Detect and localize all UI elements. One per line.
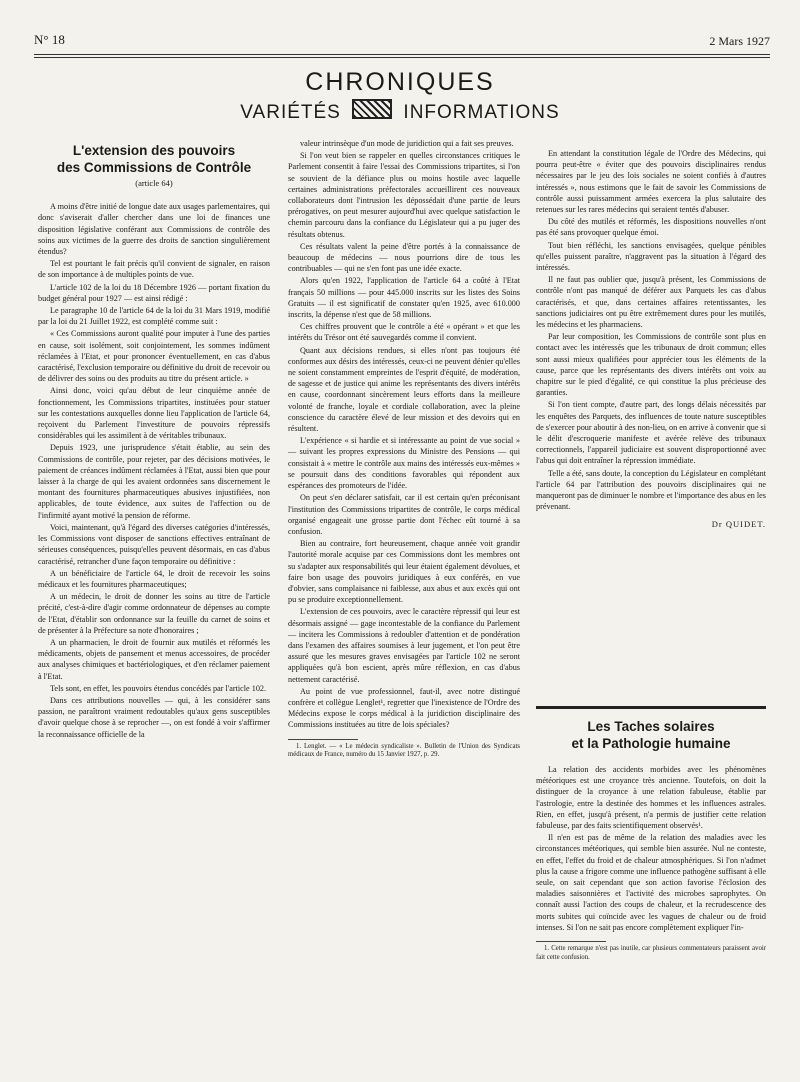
paragraph: A un médecin, le droit de donner les soins au titre de l'article précité, c'est-à-dire d'agir comme ordonnateur de dépenses au compte de l'Etat, d'établir son ordonnance sur la feuille du carnet de soins et de présenter à la Préfecture sa note d'honoraires ; — [38, 592, 270, 635]
article-body — [536, 764, 766, 933]
paragraph: Ces résultats valent la peine d'être portés à la connaissance de beaucoup de médecins — nous pourrions dire de tous les contribuables — qui ne s'en font pas une idée exacte. — [288, 241, 520, 274]
paragraph: Tel est pourtant le fait précis qu'il convient de signaler, en raison de son importance à de multiples points de vue. — [38, 259, 270, 280]
signature: Dr QUIDET. — [711, 518, 766, 529]
column-3-lower — [536, 716, 766, 1078]
footnote: 1. Lenglet. — « Le médecin syndicaliste ». Bulletin de l'Union des Syndicats médicaux de France, numéro du 15 Janvier 1927, p. 29. — [288, 742, 520, 759]
masthead-subtitle — [0, 99, 800, 125]
masthead — [0, 67, 800, 125]
article-title — [38, 142, 270, 176]
paragraph: Du côté des mutilés et réformés, les dispositions nouvelles n'ont pas été sans provoquer quelque émoi. — [536, 217, 766, 238]
footnote-rule — [536, 941, 606, 942]
paragraph: L'article 102 de la loi du 18 Décembre 1926 — portant fixation du budget général pour 1927 — est ainsi rédigé : — [38, 282, 270, 303]
issue-number: N° 18 — [34, 32, 65, 47]
paragraph: valeur intrinsèque d'un mode de juridiction qui a fait ses preuves. — [300, 139, 514, 148]
paragraph: Tels sont, en effet, les pouvoirs étendus concédés par l'article 102. — [50, 683, 267, 693]
paragraph: Le paragraphe 10 de l'article 64 de la loi du 31 Mars 1919, modifié par la loi du 21 Juillet 1922, est complété comme suit : — [38, 306, 270, 327]
article-title-line: et la Pathologie humaine — [571, 736, 731, 751]
paragraph: Quant aux décisions rendues, si elles n'ont pas toujours été conformes aux désirs des intéressés, ceux-ci ne peuvent dénier qu'elles ne soient constamment empreintes de l'esprit d'équité, de modération, de sagesse et de justice qui anime les représentants des divers intérêts en cause, coordonnant sincèrement leurs efforts dans la meilleure volonté de franche, loyale et cordiale collaboration, avec la pleine conscience du caractère élevé de leur mission et des devoirs qui en résultent. — [288, 345, 520, 434]
paragraph: La relation des accidents morbides avec les phénomènes météoriques est une croyance très ancienne. Toutefois, on doit la distinguer de la croyance à une relation fabuleuse, établie par l'astrologie, entre la destinée des hommes et les influences astrales. Rien, en effet, jusqu'à présent, n'a permis de justifier cette relation fabuleuse, par des faits scientifiquement observés¹. — [536, 765, 766, 831]
issue-date: 2 Mars 1927 — [709, 34, 770, 48]
ornament-icon — [352, 99, 392, 119]
paragraph: Bien au contraire, fort heureusement, chaque année voit grandir l'autorité morale acquise par ces Commissions dont les membres ont su s'adapter aux responsabilités qui leur étaient également dévolues, et faire bon usage des pouvoirs juridiques à eux conférés, en vue d'obvier, sans complaisance ni faiblesse, aux abus et aux excès qui ont pu se produire exceptionnellement. — [288, 539, 520, 605]
paragraph: Tout bien réfléchi, les sanctions envisagées, quelque pénibles qu'elles puissent paraître, n'aggravent pas la situation à l'égard des intéressés. — [536, 240, 766, 273]
column-2 — [288, 138, 520, 1038]
header-rule — [34, 57, 770, 58]
article-title-line: L'extension des pouvoirs — [72, 143, 236, 158]
paragraph: « Ces Commissions auront qualité pour imputer à l'une des parties en cause, soit isolément, soit conjointement, les sommes indûment réclamées à l'Etat, et pour prononcer éventuellement, en cas d'abus caractérisé, l'exclusion temporaire ou définitive du droit de recevoir ou de délivrer des soins ou des produits au titre du présent article. » — [38, 329, 270, 384]
masthead-title: CHRONIQUES — [305, 68, 495, 96]
masthead-varietes: VARIÉTÉS — [240, 102, 341, 123]
paragraph: Dans ces attributions nouvelles — qui, à les considérer sans passion, ne paraîtront vraiment redoutables qu'aux gens susceptibles d'avoir quelque chose à se reprocher —, on est fondé à voir s'affirmer la reconnaissance officielle de la — [38, 695, 270, 739]
column-1 — [38, 138, 270, 1078]
paragraph: Si l'on tient compte, d'autre part, des longs délais nécessités par les enquêtes des Parquets, des influences de toute nature susceptibles de s'exercer pour aboutir à des non-lieu, on en arrive à convenir que si le délit d'escroquerie manifeste et avérée relève des tribunaux correctionnels, l'appareil judiciaire est souvent disproportionné avec l'abus qui doit entraîner la répression immédiate. — [536, 400, 766, 466]
article-subtitle: (article 64) — [135, 178, 173, 188]
article-title — [536, 718, 766, 752]
paragraph: Au point de vue professionnel, faut-il, avec notre distingué confrère et collègue Lenglet¹, regretter que l'inexistence de l'Ordre des Médecins expose le corps médical à la juridiction disciplinaire des Commissions instituées au titre de lois spéciales? — [288, 686, 520, 730]
paragraph: A moins d'être initié de longue date aux usages parlementaires, qui donc s'aviserait d'aller chercher dans une loi de finances une disposition législative conférant aux Commissions de contrôle des soins aux victimes de la guerre des droits de sanction singulièrement étendus? — [38, 202, 270, 257]
paragraph: Si l'on veut bien se rappeler en quelles circonstances critiques le Parlement consentit à faire l'essai des Commissions tripartites, si l'on se souvient de la défiance plus ou moins hostile avec laquelle certaines administrations préfectorales accueillirent ces nouveaux collaborateurs dont l'intrusion les dépossédait d'une partie de leurs prérogatives, on peut mesurer aujourd'hui avec quelque satisfaction le chemin parcouru dans la confiance du Législateur qui a pu juger des résultats obtenus. — [288, 151, 520, 239]
paragraph: Depuis 1923, une jurisprudence s'était établie, au sein des Commissions de contrôle, pour rejeter, par des décisions motivées, le paiement de créances indûment réclamées à l'Etat, aussi bien que pour laisser à la charge de qui les avaient ordonnées sans discernement le montant des fournitures pharmaceutiques abusives injustifiées, non applicables, de toute évidence, aux suites de l'affection ou de l'infirmité ayant motivé la pension de réforme. — [38, 443, 270, 520]
paragraph: Par leur composition, les Commissions de contrôle sont plus en contact avec les intéressés que les tribunaux de droit commun; elles sont aussi mieux qualifiées pour apprécier tous les éléments de la cause, parce que les représentants des divers intérêts ont voix au chapitre sur le pied d'égalité, ce qui constitue la plus précieuse des garanties. — [536, 332, 766, 398]
article-body — [288, 138, 520, 731]
footnote-rule — [288, 739, 358, 740]
paragraph: Ces chiffres prouvent que le contrôle a été « opérant » et que les intérêts du Trésor ont été sauvegardés comme il convient. — [288, 322, 520, 343]
paragraph: Il n'en est pas de même de la relation des maladies avec les circonstances météoriques, qui semble bien assurée. Nul ne conteste, en effet, l'effet du froid et de chaleur atmosphériques. Si l'on n'admet plus la cause a frigore comme une influence pathogène suffisant à elle seule, on sait cependant que son action favorise l'éclosion des maladies saisonnières et l'activité des microbes saprophytes. On connaît aussi l'action des coups de chaleur, et la recrudescence des morts subites qui coïncide avec les vagues de chaleur ou de froid intenses. Si l'on ne sait pas encore complètement expliquer l'in- — [536, 833, 766, 932]
article-title-line: des Commissions de Contrôle — [56, 160, 252, 175]
column-3 — [536, 148, 766, 708]
article-body — [38, 201, 270, 740]
header-rule — [34, 54, 770, 55]
paragraph: A un pharmacien, le droit de fournir aux mutilés et réformés les médicaments, objets de pansement et menus accessoires, de procéder aux analyses chimiques et bactériologiques, et d'en réclamer paiement à l'Etat. — [38, 637, 270, 681]
section-separator — [536, 706, 766, 709]
paragraph: L'extension de ces pouvoirs, avec le caractère répressif qui leur est désormais assigné — gage incontestable de la confiance du Parlement — incitera les Commissions à redoubler d'attention et de pondération dans l'examen des affaires soumises à leur jugement, et l'on peut être assuré que les mesures graves envisagées par l'article 102 ne seront appliquées qu'à bon escient, après mûre réflexion, en cas d'abus nettement caractérisé. — [288, 607, 520, 684]
paragraph: Il ne faut pas oublier que, jusqu'à présent, les Commissions de contrôle n'ont pas manqué de déférer aux Parquets les cas d'abus caractérisés, et que, dans certaines affaires retentissantes, les sanctions judiciaires ont pu être extrêmement dures pour les mutilés, les médecins et les pharmaciens. — [536, 275, 766, 330]
paragraph: Ainsi donc, voici qu'au début de leur cinquième année de fonctionnement, les Commissions tripartites, instituées pour statuer sur les contestations auxquelles donne lieu l'application de l'article 64, reçoivent du Parlement l'investiture de pouvoirs répressifs considérables qui les assimilent à de véritables tribunaux. — [38, 386, 270, 441]
paragraph: En attendant la constitution légale de l'Ordre des Médecins, qui pourra peut-être « éviter que des pouvoirs disciplinaires rendus nécessaires par le jeu des lois sociales ne soient confiés à d'autres intéressés », nous estimons que le fait de savoir les Commissions de contrôle aussi puissamment armées exercera la plus salutaire des retenues sur les rares médecins qui seraient tentés d'abuser. — [536, 149, 766, 215]
paragraph: A un bénéficiaire de l'article 64, le droit de recevoir les soins médicaux et les fournitures pharmaceutiques; — [38, 568, 270, 589]
article-body — [536, 148, 766, 513]
article-title-line: Les Taches solaires — [587, 719, 715, 734]
paragraph: Voici, maintenant, qu'à l'égard des diverses catégories d'intéressés, les Commissions vont disposer de sanctions effectives entraînant de sérieuses conséquences, puisqu'elles peuvent désormais, en cas d'abus caractérisé, retrancher d'une façon temporaire ou définitive : — [38, 522, 270, 566]
paragraph: On peut s'en déclarer satisfait, car il est certain qu'en préconisant l'institution des Commissions tripartites de contrôle, le corps médical organisé engageait une grosse partie dont l'échec eût tourné à sa confusion. — [288, 493, 520, 536]
paragraph: Alors qu'en 1922, l'application de l'article 64 a coûté à l'Etat français 50 millions — pour 445.000 inscrits sur les listes des Soins Gratuits — il est significatif de constater qu'en 1925, avec 610.000 inscrits, la dépense n'est que de 58 millions. — [288, 276, 520, 320]
footnote: 1. Cette remarque n'est pas inutile, car plusieurs commentateurs paraissent avoir fait cette confusion. — [536, 945, 766, 961]
paragraph: Telle a été, sans doute, la conception du Législateur en complétant l'article 64 par l'attribution des pouvoirs disciplinaires qui ne manqueront pas de diminuer le nombre et l'importance des abus en les prévenant. — [536, 468, 766, 512]
paragraph: L'expérience « si hardie et si intéressante au point de vue social » — suivant les propres expressions du Ministre des Pensions — qui consistait à « mettre le contrôle aux mains des intéressés eux-mêmes » se poursuit dans des conditions favorables qui répondent aux espérances des promoteurs de l'idée. — [288, 436, 520, 491]
masthead-informations: INFORMATIONS — [403, 102, 560, 123]
